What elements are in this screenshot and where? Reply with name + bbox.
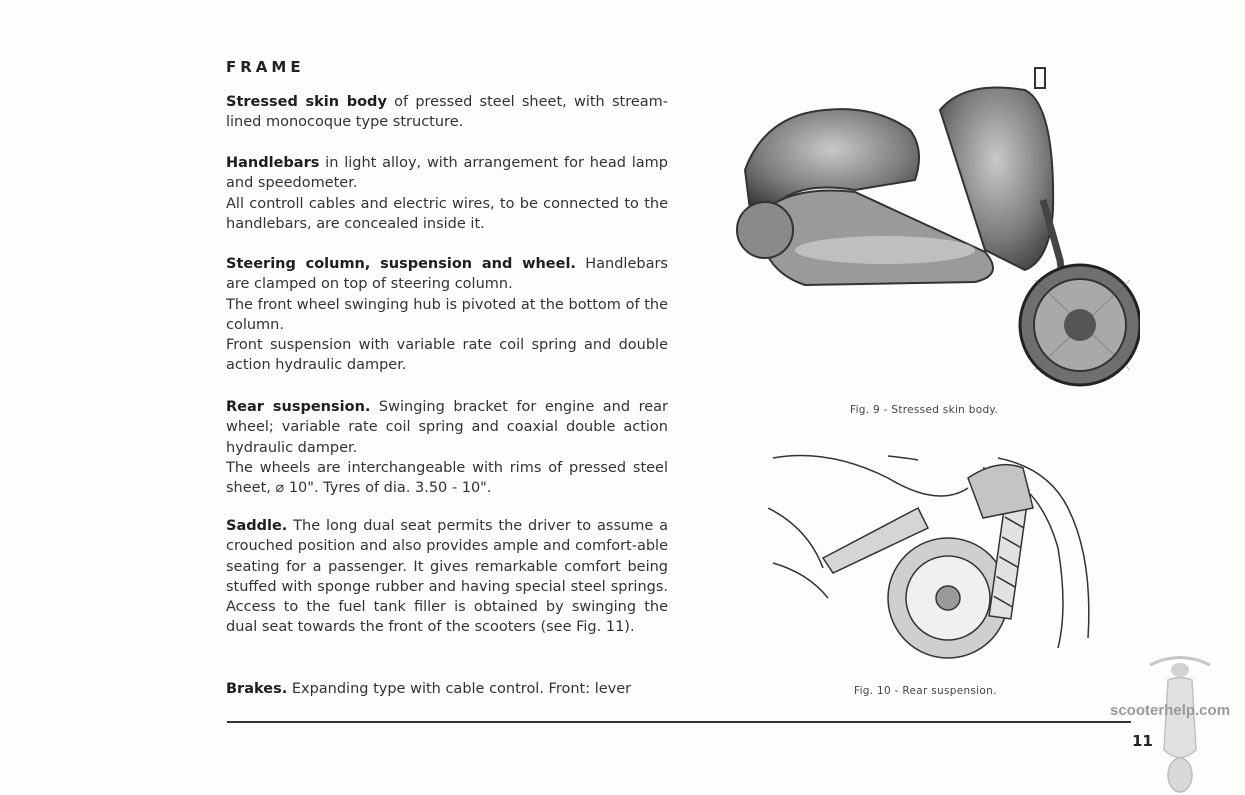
text-handlebars-2: All controll cables and electric wires, to be connected to the handlebars, are concealed inside it. — [226, 195, 668, 232]
text-saddle: The long dual seat permits the driver to assume a crouched position and also provides ample and comfort-able seating for a passenger. It gives remarkable comfort being stuffed with sponge rubber and having special steel springs. Access to the fuel tank filler is obtained by swinging the dual seat towards the front of the scooters (see Fig. 11). — [226, 518, 668, 636]
term-saddle: Saddle. — [226, 518, 288, 534]
para-rear — [226, 397, 668, 498]
text-steering-2: The front wheel swinging hub is pivoted at the bottom of the column. — [226, 296, 668, 333]
term-steering: Steering column, suspension and wheel. — [226, 256, 576, 272]
fig10-rear-suspension-image — [768, 448, 1103, 678]
fig9-caption: Fig. 9 - Stressed skin body. — [850, 404, 999, 416]
text-steering-3: Front suspension with variable rate coil spring and double action hydraulic damper. — [226, 337, 668, 374]
para-handlebars — [226, 153, 668, 234]
text-rear-1: Swinging bracket for engine and rear wheel; variable rate coil spring and coaxial double action hydraulic damper. — [226, 399, 668, 456]
section-heading: FRAME — [226, 58, 305, 76]
term-rear: Rear suspension. — [226, 399, 371, 415]
text-body: of pressed steel sheet, with stream-lined monocoque type structure. — [226, 94, 669, 131]
text-rear-2: The wheels are interchangeable with rims of pressed steel sheet, ⌀ 10". Tyres of dia. 3.50 - 10". — [226, 459, 668, 497]
term-body: Stressed skin body — [226, 94, 387, 110]
page-number: 11 — [1132, 732, 1153, 750]
para-saddle — [226, 516, 668, 638]
watermark-text: scooterhelp.com — [1110, 702, 1231, 719]
fig9-scooter-body-image — [735, 60, 1140, 390]
text-steering-1: Handlebars are clamped on top of steering column. — [226, 256, 668, 293]
term-handlebars: Handlebars — [226, 155, 320, 171]
text-handlebars-1: in light alloy, with arrangement for head lamp and speedometer. — [226, 155, 668, 192]
term-brakes: Brakes. — [226, 681, 288, 697]
para-brakes — [226, 679, 668, 699]
footer-rule — [227, 721, 1131, 723]
para-steering — [226, 254, 668, 376]
fig10-caption: Fig. 10 - Rear suspension. — [854, 685, 997, 697]
text-brakes: Expanding type with cable control. Front: lever — [287, 681, 632, 697]
para-body — [226, 92, 668, 133]
